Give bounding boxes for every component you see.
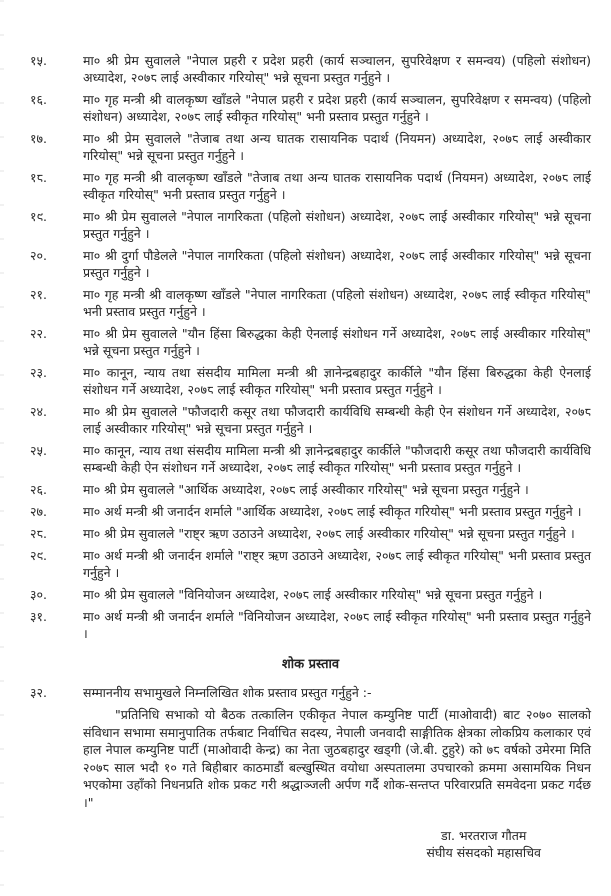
item-number: २५.: [30, 443, 47, 458]
item-number: ३२.: [30, 685, 47, 700]
item-number: २६.: [30, 482, 47, 497]
list-item: [30, 208, 591, 242]
item-number: २४.: [30, 404, 47, 419]
item-text: मा० अर्थ मन्त्री श्री जनार्दन शर्माले "राष्ट्र ऋण उठाउने अध्यादेश, २०७८ लाई स्वीकृत गरियोस्" भनी प्रस्ताव प्रस्तुत गर्नुहुने ।: [83, 548, 591, 580]
item-text: मा० गृह मन्त्री श्री वालकृष्ण खाँडले "तेजाब तथा अन्य घातक रासायनिक पदार्थ (नियमन) अध्यादेश, २०७८ लाई स्वीकृत गरियोस्" भनी प्रस्ताव प्रस्तुत गर्नुहुने ।: [83, 170, 591, 202]
item-text: मा० श्री प्रेम सुवालले "तेजाब तथा अन्य घातक रासायनिक पदार्थ (नियमन) अध्यादेश, २०७८ लाई अस्वीकार गरियोस्" भन्ने सूचना प्रस्तुत गर्नुहुने ।: [83, 131, 591, 163]
item-text: मा० गृह मन्त्री श्री वालकृष्ण खाँडले "नेपाल नागरिकता (पहिलो संशोधन) अध्यादेश, २०७८ लाई स्वीकृत गरियोस्" भनी प्रस्ताव प्रस्तुत गर्नुहुने ।: [83, 287, 591, 319]
item-text: मा० गृह मन्त्री श्री वालकृष्ण खाँडले "नेपाल प्रहरी र प्रदेश प्रहरी (कार्य सञ्चालन, सुपरिवेक्षण र समन्वय) (पहिलो संशोधन) अध्यादेश, २०७८ लाई स्वीकृत गरियोस्" भनी प्रस्ताव प्रस्तुत गर्नुहुने ।: [83, 92, 591, 124]
item-text: मा० श्री प्रेम सुवालले "फौजदारी कसूर तथा फौजदारी कार्यविधि सम्बन्धी केही ऐन संशोधन गर्ने अध्यादेश, २०७८ लाई अस्वीकार गरियोस्" भन्ने सूचना प्रस्तुत गर्नुहुने ।: [83, 404, 591, 436]
item-text: सम्माननीय सभामुखले निम्नलिखित शोक प्रस्ताव प्रस्तुत गर्नुहुने :-: [83, 685, 372, 700]
item-text: मा० श्री प्रेम सुवालले "राष्ट्र ऋण उठाउने अध्यादेश, २०७८ लाई अस्वीकार गरियोस्" भन्ने सूचना प्रस्तुत गर्नुहुने ।: [83, 526, 575, 541]
item-text: मा० अर्थ मन्त्री श्री जनार्दन शर्माले "विनियोजन अध्यादेश, २०७८ लाई स्वीकृत गरियोस्" भनी प्रस्ताव प्रस्तुत गर्नुहुने ।: [83, 609, 591, 641]
item-number: १८.: [30, 170, 47, 185]
list-item: [30, 325, 591, 359]
list-item: [30, 525, 591, 542]
list-item: [30, 364, 591, 398]
list-item: [30, 286, 591, 320]
item-number: १७.: [30, 131, 47, 146]
item-number: १६.: [30, 92, 47, 107]
item-number: २९.: [30, 548, 47, 563]
item-text: मा० श्री प्रेम सुवालले "यौन हिंसा बिरुद्धका केही ऐनलाई संशोधन गर्ने अध्यादेश, २०७८ लाई अस्वीकार गरियोस्" भन्ने सूचना प्रस्तुत गर्नुहुने ।: [83, 326, 591, 358]
list-item: [30, 52, 591, 86]
item-text: मा० कानून, न्याय तथा संसदीय मामिला मन्त्री श्री ज्ञानेन्द्रबहादुर कार्कीले "फौजदारी कसूर तथा फौजदारी कार्यविधि सम्बन्धी केही ऐन संशोधन गर्ने अध्यादेश, २०७८ लाई स्वीकृत गरियोस्" भनी प्रस्ताव प्रस्तुत गर्नुहुने ।: [83, 443, 591, 475]
item-number: ३१.: [30, 609, 47, 624]
item-text: मा० कानून, न्याय तथा संसदीय मामिला मन्त्री श्री ज्ञानेन्द्रबहादुर कार्कीले "यौन हिंसा बिरुद्धका केही ऐनलाई संशोधन गर्ने अध्यादेश, २०७८ लाई स्वीकृत गरियोस्" भनी प्रस्ताव प्रस्तुत गर्नुहुने ।: [83, 365, 591, 397]
signatory-title: संघीय संसदको महासचिव: [426, 845, 541, 860]
list-item: [30, 169, 591, 203]
item-number: १५.: [30, 53, 47, 68]
item-number: २२.: [30, 326, 47, 341]
list-item: [30, 442, 591, 476]
list-item: [30, 481, 591, 498]
item-number: २७.: [30, 504, 47, 519]
signatory-name: डा. भरतराज गौतम: [441, 828, 527, 843]
list-item: [30, 403, 591, 437]
item-number: १९.: [30, 209, 47, 224]
item-number: २३.: [30, 365, 47, 380]
item-text: मा० श्री प्रेम सुवालले "नेपाल नागरिकता (पहिलो संशोधन) अध्यादेश, २०७८ लाई अस्वीकार गरियोस्" भन्ने सूचना प्रस्तुत गर्नुहुने ।: [83, 209, 591, 241]
signature-block: [30, 827, 591, 861]
item-number: २०.: [30, 248, 47, 263]
agenda-list: [30, 52, 591, 642]
list-item: [30, 247, 591, 281]
item-number: ३०.: [30, 587, 47, 602]
list-item: [30, 130, 591, 164]
item-text: मा० श्री प्रेम सुवालले "विनियोजन अध्यादेश, २०७८ लाई अस्वीकार गरियोस्" भन्ने सूचना प्रस्तुत गर्नुहुने ।: [83, 587, 543, 602]
list-item: [30, 608, 591, 642]
item-text: मा० अर्थ मन्त्री श्री जनार्दन शर्माले "आर्थिक अध्यादेश, २०७८ लाई स्वीकृत गरियोस्" भनी प्रस्ताव प्रस्तुत गर्नुहुने ।: [83, 504, 582, 519]
list-item: [30, 586, 591, 603]
item-number: २१.: [30, 287, 47, 302]
condolence-section-heading: शोक प्रस्ताव: [281, 657, 340, 672]
list-item: [30, 91, 591, 125]
condolence-quote-paragraph: "प्रतिनिधि सभाको यो बैठक तत्कालिन एकीकृत नेपाल कम्युनिष्ट पार्टी (माओवादी) बाट २०७० सालको संविधान सभामा समानुपातिक तर्फबाट निर्वाचित सदस्य, नेपाली जनवादी साङ्गीतिक क्षेत्रका लोकप्रिय कलाकार एवं हाल नेपाल कम्युनिष्ट पार्टी (माओवादी केन्द्र) का नेता जुठबहादुर खड्गी (जे.बी. टुहुरे) को ७८ वर्षको उमेरमा मिति २०७८ साल भदौ १० गते बिहीबार काठमाडौं बल्खुस्थित वयोधा अस्पतालमा उपचारको क्रममा असामयिक निधन भएकोमा उहाँको निधनप्रति शोक प्रकट गरी श्रद्धाञ्जली अर्पण गर्दै शोक-सन्तप्त परिवारप्रति समवेदना प्रकट गर्दछ ।": [83, 707, 591, 810]
list-item: [30, 503, 591, 520]
item-number: २८.: [30, 526, 47, 541]
list-item: [30, 684, 591, 701]
item-text: मा० श्री प्रेम सुवालले "नेपाल प्रहरी र प्रदेश प्रहरी (कार्य सञ्चालन, सुपरिवेक्षण र समन्वय) (पहिलो संशोधन) अध्यादेश, २०७८ लाई अस्वीकार गरियोस्" भन्ने सूचना प्रस्तुत गर्नुहुने ।: [83, 53, 591, 85]
item-text: मा० श्री दुर्गा पौडेलले "नेपाल नागरिकता (पहिलो संशोधन) अध्यादेश, २०७८ लाई अस्वीकार गरियोस्" भन्ने सूचना प्रस्तुत गर्नुहुने ।: [83, 248, 591, 280]
list-item: [30, 547, 591, 581]
item-text: मा० श्री प्रेम सुवालले "आर्थिक अध्यादेश, २०७८ लाई अस्वीकार गरियोस्" भन्ने सूचना प्रस्तुत गर्नुहुने ।: [83, 482, 529, 497]
